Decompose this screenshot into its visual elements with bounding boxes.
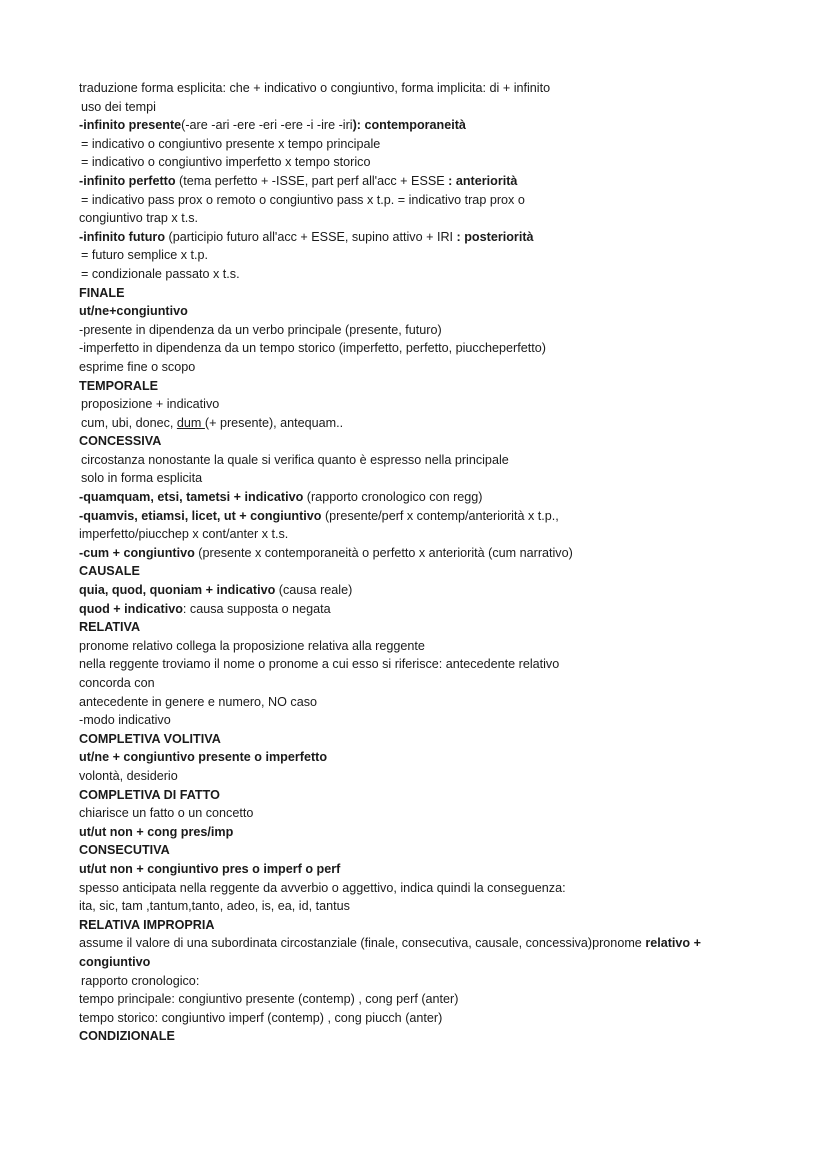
text-segment: concorda con [79, 676, 155, 690]
text-line [81, 98, 781, 117]
text-segment: ita, sic, tam ,tantum,tanto, adeo, is, ea, id, tantus [79, 899, 350, 914]
text-segment: antecedente in genere e numero, NO caso [79, 694, 318, 709]
text-segment: tempo storico: congiuntivo imperf (contemp) , cong piucch (anter) [79, 1010, 443, 1025]
text-line [79, 525, 779, 544]
text-segment: -modo indicativo [79, 713, 171, 728]
text-line [79, 79, 779, 98]
text-line [79, 711, 779, 730]
text-line [79, 804, 779, 823]
text-line [79, 209, 779, 228]
text-line [81, 265, 781, 284]
bold-text-segment: ): contemporaneità [352, 118, 466, 133]
bold-text-segment: ut/ut non + congiuntivo pres o imperf o perf [79, 861, 341, 876]
bold-text-segment: -quamvis, etiamsi, licet, ut + congiuntivo [79, 508, 322, 523]
text-line [79, 507, 779, 526]
underlined-text-segment: dum [176, 415, 205, 430]
text-line [79, 339, 779, 358]
text-line [81, 246, 781, 265]
text-segment: esprime fine o scopo [79, 359, 196, 374]
text-segment: rapporto cronologico: [81, 973, 200, 988]
text-line [79, 488, 779, 507]
bold-text-segment: CONCESSIVA [79, 434, 162, 449]
text-line [79, 693, 779, 712]
bold-text-segment: quod + indicativo [79, 601, 183, 616]
text-segment: (causa reale) [275, 583, 353, 598]
text-line [79, 860, 779, 879]
text-line [79, 767, 779, 786]
bold-text-segment: -cum + congiuntivo [79, 545, 195, 560]
text-segment: congiuntivo trap x t.s. [79, 211, 199, 226]
bold-text-segment: ut/ut non + cong pres/imp [79, 824, 234, 839]
text-segment: : causa supposta o negata [182, 601, 331, 616]
bold-text-segment: quia, quod, quoniam + indicativo [79, 583, 276, 598]
bold-text-segment: RELATIVA IMPROPRIA [79, 917, 215, 932]
text-line [79, 562, 779, 581]
text-line [79, 841, 779, 860]
text-segment: chiarisce un fatto o un concetto [79, 806, 254, 821]
text-line [79, 879, 779, 898]
text-line [79, 953, 779, 972]
text-line [79, 581, 779, 600]
text-segment: tempo principale: congiuntivo presente (contemp) , cong perf (anter) [79, 992, 459, 1007]
text-line [79, 618, 779, 637]
text-line [79, 1009, 779, 1028]
bold-text-segment: TEMPORALE [79, 378, 159, 393]
text-segment: -presente in dipendenza da un verbo principale (presente, futuro) [79, 322, 442, 337]
text-segment: -imperfetto in dipendenza da un tempo storico (imperfetto, perfetto, piuccheperfetto) [79, 341, 546, 356]
text-line [79, 1027, 779, 1046]
text-segment: = futuro semplice x t.p. [81, 248, 209, 263]
text-line [81, 191, 781, 210]
text-line [79, 655, 779, 674]
text-segment: = indicativo pass prox o remoto o congiuntivo pass x t.p. = indicativo trap prox o [81, 192, 525, 207]
text-line [79, 172, 779, 191]
text-segment: imperfetto/piucchep x cont/anter x t.s. [79, 527, 289, 542]
text-segment: (presente/perf x contemp/anteriorità x t.p., [321, 508, 559, 523]
text-segment: = indicativo o congiuntivo presente x tempo principale [81, 136, 381, 151]
text-line [81, 972, 781, 991]
bold-text-segment: COMPLETIVA DI FATTO [79, 787, 220, 802]
bold-text-segment: -infinito futuro [79, 229, 166, 244]
text-line [79, 730, 779, 749]
text-line [81, 395, 781, 414]
text-line [79, 284, 779, 303]
text-line [79, 432, 779, 451]
text-line [79, 321, 779, 340]
text-segment: solo in forma esplicita [81, 471, 203, 486]
text-segment: pronome relativo collega la proposizione relativa alla reggente [79, 638, 425, 653]
text-line [79, 358, 779, 377]
text-line [79, 897, 779, 916]
bold-text-segment: CONSECUTIVA [79, 843, 170, 858]
text-segment: (presente x contemporaneità o perfetto x anteriorità (cum narrativo) [194, 545, 573, 560]
bold-text-segment: FINALE [79, 285, 125, 300]
text-segment: (tema perfetto + -ISSE, part perf all'acc + ESSE [175, 173, 449, 188]
text-line [79, 544, 779, 563]
text-segment: (-are -ari -ere -eri -ere -i -ire -iri [181, 118, 353, 133]
text-line [79, 600, 779, 619]
bold-text-segment: RELATIVA [79, 620, 141, 635]
bold-text-segment: -infinito presente [79, 118, 182, 133]
text-line [81, 469, 781, 488]
text-line [79, 916, 779, 935]
bold-text-segment: CAUSALE [79, 564, 140, 579]
bold-text-segment: ut/ne+congiuntivo [79, 304, 188, 319]
text-line [79, 674, 779, 693]
text-segment: (participio futuro all'acc + ESSE, supino attivo + IRI [165, 229, 457, 244]
text-line [79, 228, 779, 247]
bold-text-segment: -quamquam, etsi, tametsi + indicativo [79, 490, 304, 505]
text-segment: volontà, desiderio [79, 768, 178, 783]
text-line [79, 637, 779, 656]
text-line [79, 934, 779, 953]
text-segment: uso dei tempi [81, 99, 156, 114]
text-line [81, 135, 781, 154]
text-segment: = condizionale passato x t.s. [81, 266, 240, 281]
text-segment: traduzione forma esplicita: che + indicativo o congiuntivo, forma implicita: di + infinito [79, 81, 551, 95]
bold-text-segment: relativo + [645, 936, 701, 951]
text-line [79, 302, 779, 321]
text-line [79, 116, 779, 135]
text-line [79, 990, 779, 1009]
text-line [81, 414, 781, 433]
text-segment: = indicativo o congiuntivo imperfetto x tempo storico [81, 155, 371, 170]
text-segment: spesso anticipata nella reggente da avverbio o aggettivo, indica quindi la conseguenza: [79, 880, 566, 895]
bold-text-segment: : posteriorità [456, 229, 534, 244]
text-line [81, 153, 781, 172]
bold-text-segment: ut/ne + congiuntivo presente o imperfetto [79, 750, 328, 765]
bold-text-segment: : anteriorità [448, 173, 518, 188]
bold-text-segment: CONDIZIONALE [79, 1029, 175, 1044]
text-segment: assume il valore di una subordinata circostanziale (finale, consecutiva, causale, concessiva)pronome [79, 936, 646, 951]
text-segment: circostanza nonostante la quale si verifica quanto è espresso nella principale [81, 452, 509, 467]
text-line [79, 748, 779, 767]
text-line [81, 451, 781, 470]
text-segment: nella reggente troviamo il nome o pronome a cui esso si riferisce: antecedente relativo [79, 657, 560, 672]
text-line [79, 823, 779, 842]
text-segment: proposizione + indicativo [81, 397, 220, 412]
bold-text-segment: congiuntivo [79, 954, 151, 969]
bold-text-segment: -infinito perfetto [79, 173, 176, 188]
text-segment: (+ presente), antequam.. [204, 415, 344, 430]
text-line [79, 377, 779, 396]
bold-text-segment: COMPLETIVA VOLITIVA [79, 731, 221, 746]
text-segment: (rapporto cronologico con regg) [303, 490, 483, 505]
text-line [79, 786, 779, 805]
text-segment: cum, ubi, donec, [81, 415, 177, 430]
